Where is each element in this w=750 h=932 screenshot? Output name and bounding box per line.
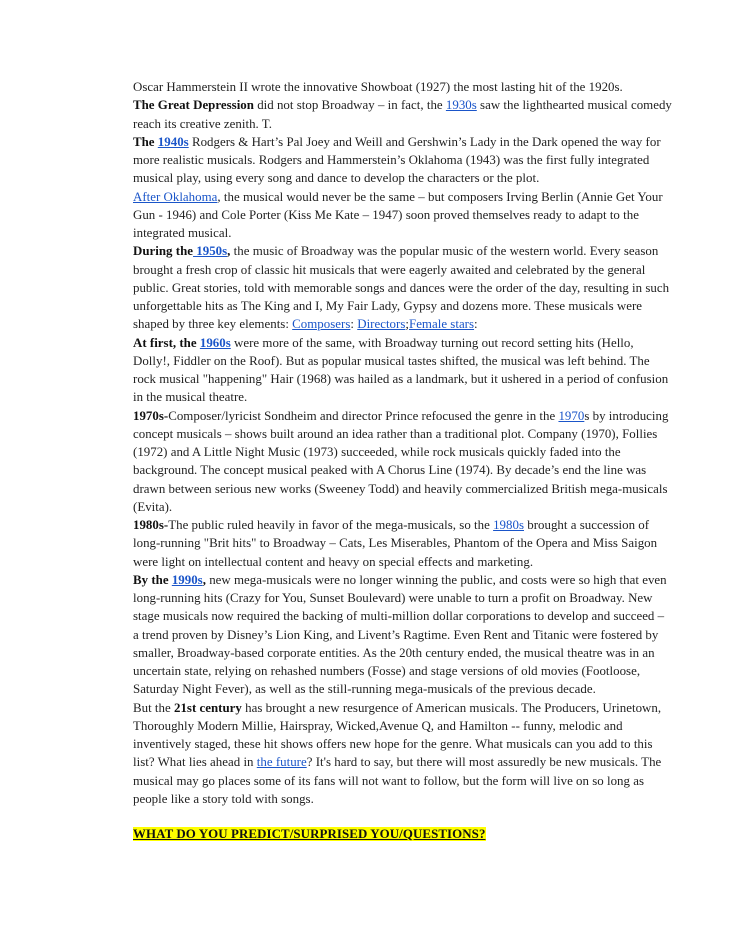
- paragraph-1930s: [133, 96, 673, 133]
- link-1940s[interactable]: 1940s: [157, 134, 189, 149]
- question-prompt: WHAT DO YOU PREDICT/SURPRISED YOU/QUESTIONS?: [133, 827, 486, 841]
- bold-phrase: The Great Depression: [133, 98, 254, 113]
- paragraph-1980s: [133, 516, 673, 571]
- paragraph-after-oklahoma: [133, 188, 673, 243]
- separator-text: ;: [405, 317, 409, 332]
- paragraph-text: But the: [133, 700, 174, 715]
- bold-text: ,: [227, 244, 231, 259]
- link-directors[interactable]: Directors: [357, 317, 406, 332]
- paragraph-text: The public ruled heavily in favor of the mega-musicals, so the: [168, 518, 494, 532]
- bold-phrase: [133, 244, 230, 258]
- paragraph-text: s by introducing concept musicals – shows built around an idea rather than a traditional plot. Company (1970), Follies (1972) and A Little Night Music (1973) succeeded, while rock musicals quickly faded into the background. The concept musical peaked with A Chorus Line (1974). By decade’s end the line was drawn between serious new works (Sweeney Todd) and heavily commercialized British mega-musicals (Evita).: [133, 408, 669, 514]
- paragraph-1960s: [133, 334, 673, 407]
- link-1970s[interactable]: 1970: [558, 408, 585, 423]
- paragraph-text: new mega-musicals were no longer winning the public, and costs were so high that even long-running hits (Crazy for You, Sunset Boulevard) were unable to turn a profit on Broadway. New stage musicals now required the backing of multi-million dollar corporations to develop and succeed – a trend proven by Disney’s Lion King, and Livent’s Ragtime. Even Rent and Titanic were fostered by smaller, Broadway-based corporate entities. As the 20th century ended, the musical theatre was in an uncertain state, relying on rehashed numbers (Fosse) and stage versions of old movies (Footloose, Saturday Night Fever), as well as the still-running mega-musicals of the previous decade.: [133, 572, 667, 697]
- paragraph-text: Oscar Hammerstein II wrote the innovative Showboat (1927) the most lasting hit of the 1920s.: [133, 80, 623, 94]
- separator-text: :: [350, 317, 358, 332]
- paragraph-text: the music of Broadway was the popular music of the western world. Every season brought a fresh crop of classic hit musicals that were eagerly awaited and celebrated by the general public. Great stories, told with memorable songs and dances were the order of the day, resulting in such unforgettable hits as The King and I, My Fair Lady, Gypsy and dozens more. These musicals were shaped by three key elements:: [133, 244, 670, 332]
- paragraph-text: Composer/lyricist Sondheim and director Prince refocused the genre in the: [168, 408, 559, 423]
- bold-phrase: [133, 336, 231, 350]
- paragraph-text: :: [474, 317, 478, 332]
- paragraph-text: ? It's hard to say, but there will most assuredly be new musicals. The musical may go places some of its fans will not want to follow, but the form will live on so long as people like a story told with songs.: [133, 755, 662, 806]
- bold-text: The: [133, 134, 158, 149]
- link-1990s[interactable]: 1990s: [171, 572, 203, 587]
- link-1960s[interactable]: 1960s: [199, 335, 231, 350]
- bold-phrase: 21st century: [173, 700, 242, 715]
- bold-phrase: [133, 135, 189, 149]
- paragraph-21st-century: [133, 699, 673, 809]
- question-heading: [133, 825, 673, 843]
- paragraph-1950s: [133, 242, 673, 333]
- link-1930s[interactable]: 1930s: [445, 98, 477, 113]
- paragraph-text: saw the lighthearted musical comedy reach its creative zenith. T.: [133, 98, 672, 131]
- bold-phrase: [133, 573, 206, 587]
- link-1980s[interactable]: 1980s: [493, 518, 524, 532]
- bold-text: By the: [133, 572, 172, 587]
- link-female-stars[interactable]: Female stars: [409, 317, 475, 332]
- paragraph-text: did not stop Broadway – in fact, the: [253, 98, 446, 113]
- paragraph-1990s: [133, 571, 673, 699]
- spacer: [133, 808, 673, 825]
- bold-text: ,: [202, 572, 206, 587]
- paragraph-text: were more of the same, with Broadway turning out record setting hits (Hello, Dolly!, Fiddler on the Roof). But as popular musical tastes shifted, the musical was left behind. The rock musical "happening" Hair (1968) was hailed as a landmark, but it ushered in a period of confusion in the musical theatre.: [133, 335, 669, 405]
- bold-phrase: 1980s-: [133, 518, 169, 532]
- bold-phrase: 1970s-: [133, 408, 169, 423]
- document-body: [133, 78, 673, 843]
- paragraph-text: has brought a new resurgence of American musicals. The Producers, Urinetown, Thoroughly Modern Millie, Hairspray, Wicked,Avenue Q, and Hamilton -- funny, melodic and inventively staged, these hit shows offers new hope for the genre. What musicals can you add to this list? What lies ahead in: [133, 700, 662, 770]
- paragraph-1970s: [133, 407, 673, 517]
- link-the-future[interactable]: the future: [256, 755, 307, 770]
- link-composers[interactable]: Composers: [292, 317, 351, 332]
- bold-text: At first, the: [133, 335, 200, 350]
- bold-text: During the: [133, 244, 194, 259]
- paragraph-1920s: [133, 78, 673, 96]
- link-1950s[interactable]: 1950s: [193, 244, 228, 259]
- link-after-oklahoma[interactable]: After Oklahoma: [133, 189, 218, 204]
- paragraph-1940s: [133, 133, 673, 188]
- paragraph-text: brought a succession of long-running "Brit hits" to Broadway – Cats, Les Miserables, Phantom of the Opera and Miss Saigon were light on intellectual content and heavy on special effects and marketing.: [133, 518, 658, 569]
- paragraph-text: , the musical would never be the same – but composers Irving Berlin (Annie Get Your Gun - 1946) and Cole Porter (Kiss Me Kate – 1947) soon proved themselves ready to adapt to the integrated musical.: [133, 189, 663, 240]
- paragraph-text: Rodgers & Hart’s Pal Joey and Weill and Gershwin’s Lady in the Dark opened the way for more realistic musicals. Rodgers and Hammerstein’s Oklahoma (1943) was the first fully integrated musical play, using every song and dance to develop the characters or the plot.: [133, 134, 661, 186]
